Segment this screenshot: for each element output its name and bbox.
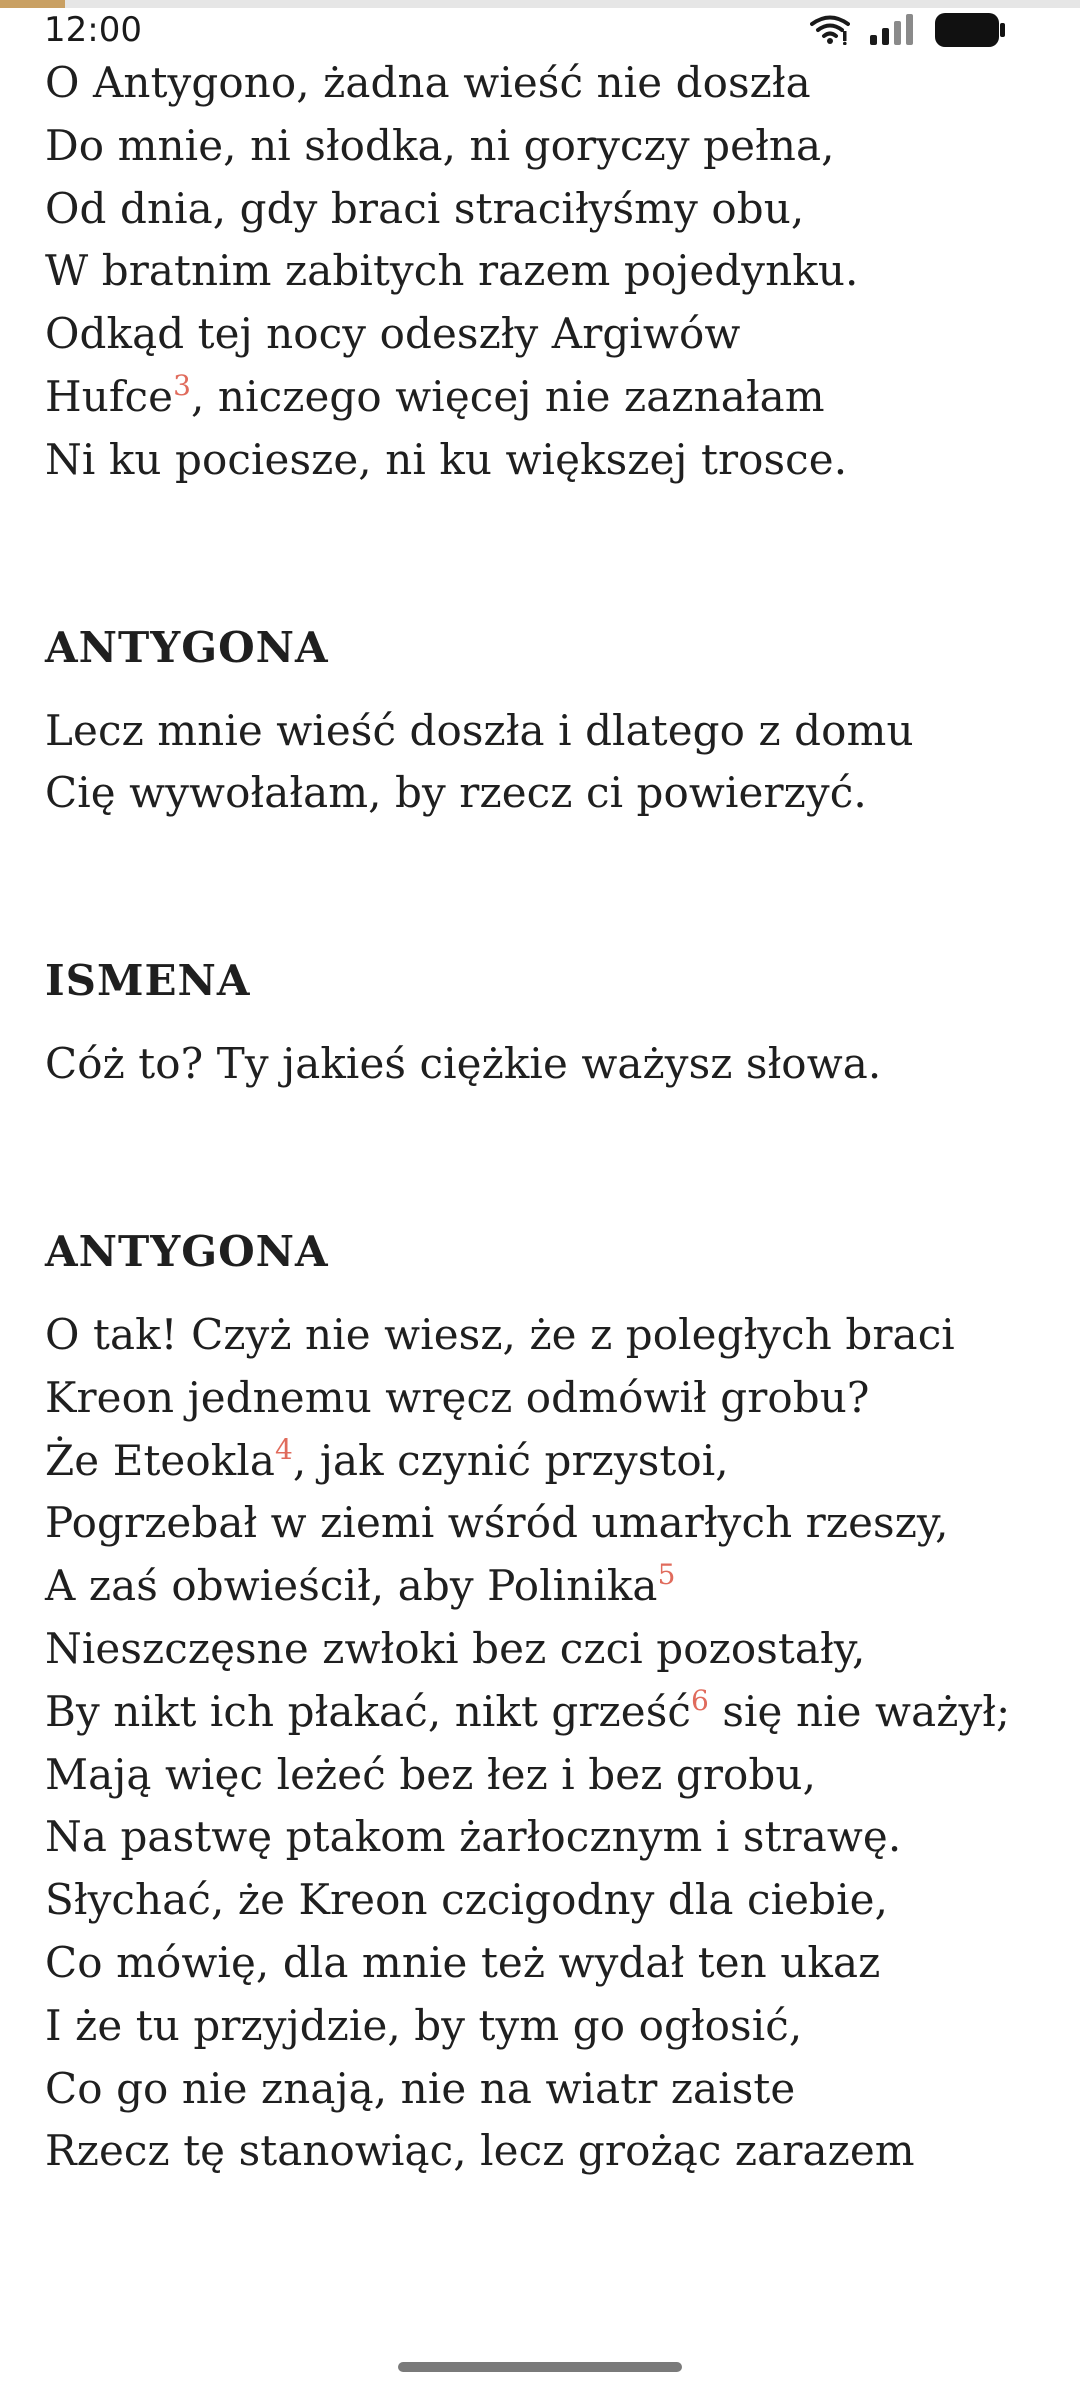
verse-text: się nie ważył; — [708, 1686, 1011, 1736]
verse-line: Mają więc leżeć bez łez i bez grobu, — [45, 1749, 817, 1799]
verse-text: , jak czynić przystoi, — [292, 1435, 729, 1485]
verse-line: Na pastwę ptakom żarłocznym i strawę. — [45, 1812, 902, 1862]
verse-line: O Antygono, żadna wieść nie doszła — [45, 58, 811, 107]
battery-icon — [934, 12, 1006, 48]
home-indicator[interactable] — [398, 2362, 682, 2372]
verse-line: W bratnim zabitych razem pojedynku. — [45, 246, 859, 296]
footnote-marker[interactable]: 3 — [173, 368, 192, 402]
verse-text: A zaś obwieścił, aby Polinika — [45, 1561, 658, 1611]
speech-block — [45, 618, 1055, 826]
wifi-icon — [810, 15, 850, 45]
verse-line: Cię wywołałam, by rzecz ci powierzyć. — [45, 768, 867, 818]
status-icons — [810, 12, 1006, 48]
reader-content — [45, 52, 1055, 2183]
verse-line: Słychać, że Kreon czcigodny dla ciebie, — [45, 1875, 889, 1925]
status-bar — [0, 0, 1080, 60]
verse-line — [45, 1430, 1055, 1493]
cellular-signal-icon — [868, 13, 916, 47]
verse-text: Hufce — [45, 371, 174, 421]
footnote-marker[interactable]: 6 — [691, 1683, 709, 1717]
verse-line — [45, 1681, 1055, 1744]
verse-line: Odkąd tej nocy odeszły Argiwów — [45, 309, 741, 359]
verse-line: Od dnia, gdy braci straciłyśmy obu, — [45, 183, 805, 233]
footnote-marker[interactable]: 5 — [657, 1558, 676, 1592]
verse-line: I że tu przyjdzie, by tym go ogłosić, — [45, 2000, 803, 2050]
verse-line: Ni ku pociesze, ni ku większej trosce. — [45, 434, 848, 484]
verse-line: O tak! Czyż nie wiesz, że z poległych braci — [45, 1309, 955, 1359]
speaker-name: ANTYGONA — [45, 1226, 329, 1276]
verse-line: Rzecz tę stanowiąc, lecz grożąc zarazem — [45, 2126, 915, 2176]
speech-block — [45, 951, 1055, 1096]
verse-text: By nikt ich płakać, nikt grześć — [45, 1686, 691, 1736]
verse-line: Cóż to? Ty jakieś ciężkie ważysz słowa. — [45, 1039, 882, 1089]
opening-verse — [45, 52, 1055, 492]
verse-line — [45, 1555, 1055, 1618]
verse-line: Nieszczęsne zwłoki bez czci pozostały, — [45, 1623, 866, 1673]
verse-line: Pogrzebał w ziemi wśród umarłych rzeszy, — [45, 1498, 949, 1548]
verse-text: , niczego więcej nie zaznałam — [191, 371, 825, 421]
footnote-marker[interactable]: 4 — [275, 1432, 293, 1466]
verse-line: Co go nie znają, nie na wiatr zaiste — [45, 2063, 796, 2113]
verse-line: Do mnie, ni słodka, ni goryczy pełna, — [45, 120, 835, 170]
status-time: 12:00 — [44, 10, 142, 50]
verse-line: Co mówię, dla mnie też wydał ten ukaz — [45, 1937, 881, 1987]
speaker-name: ISMENA — [45, 956, 251, 1006]
verse-line: Kreon jednemu wręcz odmówił grobu? — [45, 1372, 870, 1422]
speaker-name: ANTYGONA — [45, 622, 329, 672]
verse-text: Że Eteokla — [45, 1435, 275, 1485]
verse-line: Lecz mnie wieść doszła i dlatego z domu — [45, 705, 914, 755]
speech-block — [45, 1222, 1055, 2183]
verse-line — [45, 366, 1055, 429]
